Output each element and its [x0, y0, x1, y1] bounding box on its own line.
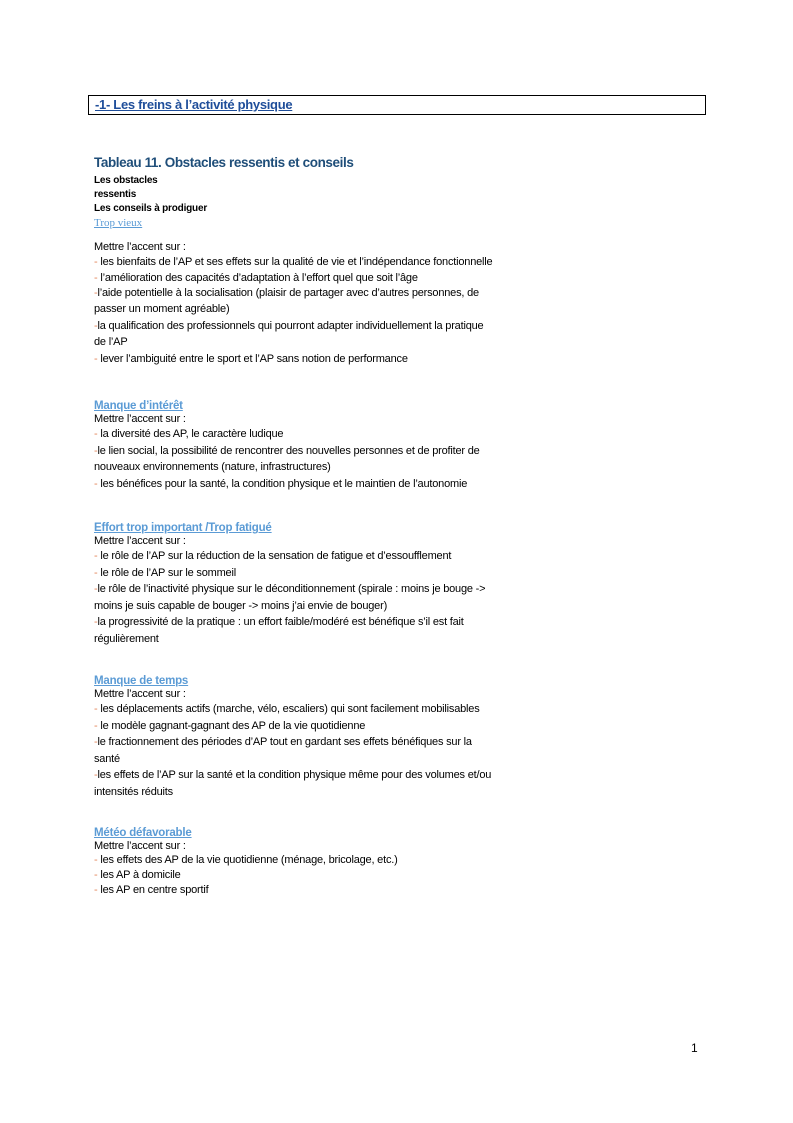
- table-header-line-3: Les conseils à prodiguer: [94, 203, 208, 214]
- advice-line: intensités réduits: [94, 785, 173, 798]
- category-heading: Effort trop important /Trop fatigué: [94, 522, 272, 534]
- category-heading: Météo défavorable: [94, 827, 192, 839]
- advice-line: -le rôle de l’inactivité physique sur le déconditionnement (spirale : moins je bouge ->: [94, 583, 486, 595]
- advice-block-trop-vieux: [94, 241, 554, 367]
- advice-line: passer un moment agréable): [94, 303, 230, 315]
- advice-line: - les AP à domicile: [94, 869, 181, 881]
- table-header-line-1: Les obstacles: [94, 175, 158, 186]
- advice-intro: Mettre l’accent sur :: [94, 413, 186, 425]
- table-title: Tableau 11. Obstacles ressentis et conseils: [94, 155, 354, 170]
- category-heading: Manque d’intérêt: [94, 400, 183, 412]
- section-heading-box: [88, 95, 706, 115]
- advice-line: - la diversité des AP, le caractère ludique: [94, 428, 284, 440]
- page-number: 1: [691, 1041, 698, 1055]
- advice-line: -la progressivité de la pratique : un effort faible/modéré est bénéfique s’il est fait: [94, 616, 464, 628]
- advice-line: - le modèle gagnant-gagnant des AP de la vie quotidienne: [94, 719, 366, 732]
- advice-line: moins je suis capable de bouger -> moins j’ai envie de bouger): [94, 599, 388, 612]
- advice-line: régulièrement: [94, 632, 159, 645]
- advice-line: -la qualification des professionnels qui pourront adapter individuellement la pratique: [94, 319, 484, 332]
- advice-line: santé: [94, 752, 120, 765]
- advice-line: nouveaux environnements (nature, infrastructures): [94, 461, 331, 473]
- advice-intro: Mettre l’accent sur :: [94, 241, 186, 253]
- advice-line: -le fractionnement des périodes d’AP tout en gardant ses effets bénéfiques sur la: [94, 736, 472, 748]
- section-title: -1- Les freins à l’activité physique: [95, 97, 293, 112]
- advice-line: -l’aide potentielle à la socialisation (plaisir de partager avec d’autres personnes, de: [94, 286, 479, 299]
- advice-block-manque-interet: [94, 399, 554, 492]
- advice-line: - le rôle de l’AP sur la réduction de la sensation de fatigue et d’essoufflement: [94, 550, 452, 562]
- advice-line: de l’AP: [94, 336, 128, 348]
- advice-intro: Mettre l’accent sur :: [94, 535, 186, 547]
- advice-line: - le rôle de l’AP sur le sommeil: [94, 566, 236, 579]
- advice-line: -le lien social, la possibilité de rencontrer des nouvelles personnes et de profiter de: [94, 444, 480, 457]
- advice-line: - les déplacements actifs (marche, vélo, escaliers) qui sont facilement mobilisables: [94, 703, 480, 715]
- category-heading: Manque de temps: [94, 675, 189, 687]
- advice-block-manque-temps: [94, 674, 554, 800]
- advice-intro: Mettre l’accent sur :: [94, 840, 186, 852]
- advice-block-effort: [94, 521, 554, 647]
- advice-block-meteo: [94, 826, 554, 898]
- table-header-line-2: ressentis: [94, 189, 137, 200]
- category-trop-vieux: Trop vieux: [94, 217, 143, 229]
- advice-line: - les effets des AP de la vie quotidienne (ménage, bricolage, etc.): [94, 854, 398, 866]
- advice-line: - lever l’ambiguité entre le sport et l’AP sans notion de performance: [94, 352, 408, 365]
- advice-line: - l’amélioration des capacités d’adaptation à l’effort quel que soit l’âge: [94, 271, 418, 284]
- advice-line: - les bienfaits de l’AP et ses effets sur la qualité de vie et l’indépendance fonctionnelle: [94, 256, 493, 268]
- advice-intro: Mettre l’accent sur :: [94, 688, 186, 700]
- advice-line: - les bénéfices pour la santé, la condition physique et le maintien de l’autonomie: [94, 477, 468, 490]
- advice-line: - les AP en centre sportif: [94, 884, 209, 896]
- advice-line: -les effets de l’AP sur la santé et la condition physique même pour des volumes et/ou: [94, 769, 492, 781]
